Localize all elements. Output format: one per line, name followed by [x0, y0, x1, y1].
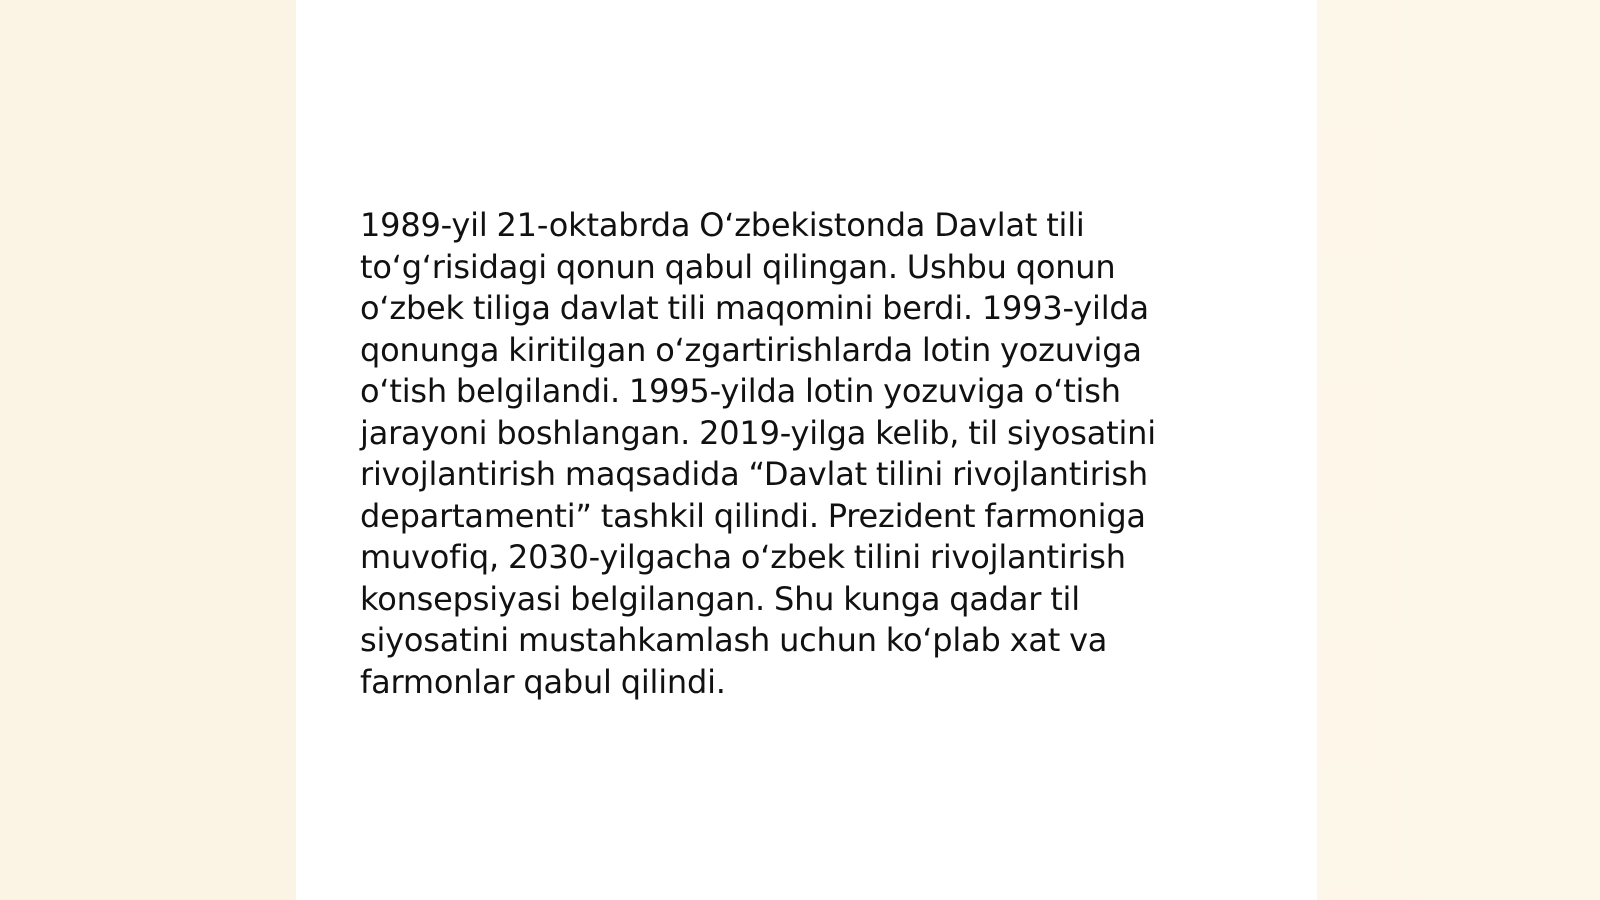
paragraph-line: siyosatini mustahkamlash uchun ko‘plab xat va: [360, 621, 1108, 659]
paragraph-line: muvofiq, 2030-yilgacha o‘zbek tilini rivojlantirish: [360, 538, 1126, 576]
paragraph-line: to‘g‘risidagi qonun qabul qilingan. Ushbu qonun: [360, 247, 1116, 286]
paragraph-line: o‘tish belgilandi. 1995-yilda lotin yozuviga o‘tish: [360, 372, 1121, 410]
paragraph-line: jarayoni boshlangan. 2019-yilga kelib, til siyosatini: [360, 413, 1156, 452]
paragraph-line: departamenti” tashkil qilindi. Prezident farmoniga: [360, 496, 1146, 535]
body-paragraph: [360, 205, 1190, 703]
paragraph-line: qonunga kiritilgan o‘zgartirishlarda lotin yozuviga: [360, 330, 1142, 369]
paragraph-line: konsepsiyasi belgilangan. Shu kunga qadar til: [360, 579, 1080, 618]
paragraph-line: 1989-yil 21-oktabrda O‘zbekistonda Davlat tili: [360, 206, 1085, 244]
paragraph-line: rivojlantirish maqsadida “Davlat tilini rivojlantirish: [360, 455, 1148, 493]
paragraph-line: o‘zbek tiliga davlat tili maqomini berdi. 1993-yilda: [360, 289, 1149, 327]
paragraph-line: farmonlar qabul qilindi.: [360, 662, 726, 701]
content-page: [296, 0, 1317, 900]
